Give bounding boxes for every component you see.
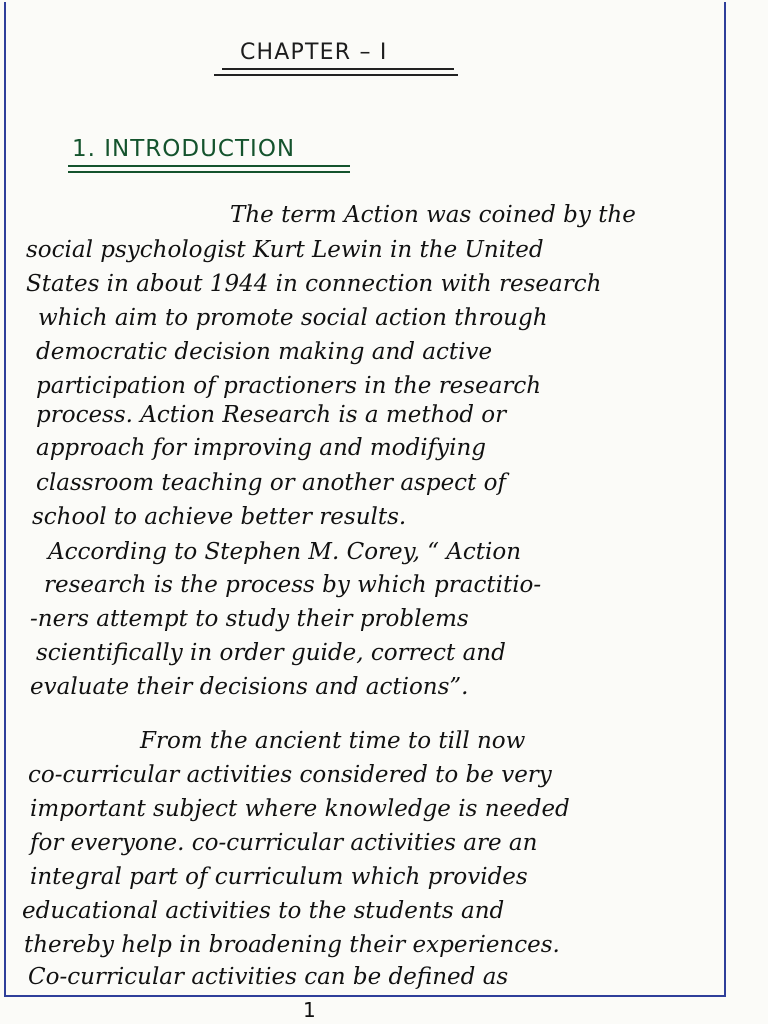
body-line: According to Stephen M. Corey, “ Action (48, 539, 522, 565)
chapter-underline-second (214, 74, 458, 76)
page-number: 1 (303, 998, 316, 1022)
body-line: important subject where knowledge is needed (30, 796, 570, 822)
body-line: participation of practioners in the research (36, 373, 542, 399)
body-line: for everyone. co-curricular activities are an (30, 830, 538, 856)
body-line: process. Action Research is a method or (36, 402, 507, 428)
section-heading: 1. INTRODUCTION (72, 136, 296, 162)
body-line: evaluate their decisions and actions”. (30, 674, 469, 700)
body-line: co-curricular activities considered to be very (28, 762, 552, 788)
body-line: -ners attempt to study their problems (30, 606, 469, 632)
body-line: research is the process by which practitio- (44, 572, 542, 598)
section-underline-second (68, 171, 350, 173)
body-line: educational activities to the students and (22, 898, 505, 924)
chapter-underline (222, 68, 454, 70)
body-line: Co-curricular activities can be defined as (28, 964, 509, 990)
body-line: From the ancient time to till now (140, 728, 526, 754)
chapter-title: CHAPTER – I (240, 40, 388, 65)
body-line: States in about 1944 in connection with research (26, 271, 602, 297)
body-line: scientifically in order guide, correct and (36, 640, 506, 666)
body-line: integral part of curriculum which provides (30, 864, 528, 890)
body-line: which aim to promote social action through (38, 305, 548, 331)
section-underline (68, 165, 350, 167)
body-line: democratic decision making and active (36, 339, 493, 365)
body-line: approach for improving and modifying (36, 435, 487, 461)
body-line: social psychologist Kurt Lewin in the United (26, 237, 544, 263)
body-line: school to achieve better results. (32, 504, 407, 530)
body-line: The term Action was coined by the (230, 202, 636, 228)
body-line: thereby help in broadening their experiences. (24, 932, 560, 958)
body-line: classroom teaching or another aspect of (36, 470, 506, 496)
